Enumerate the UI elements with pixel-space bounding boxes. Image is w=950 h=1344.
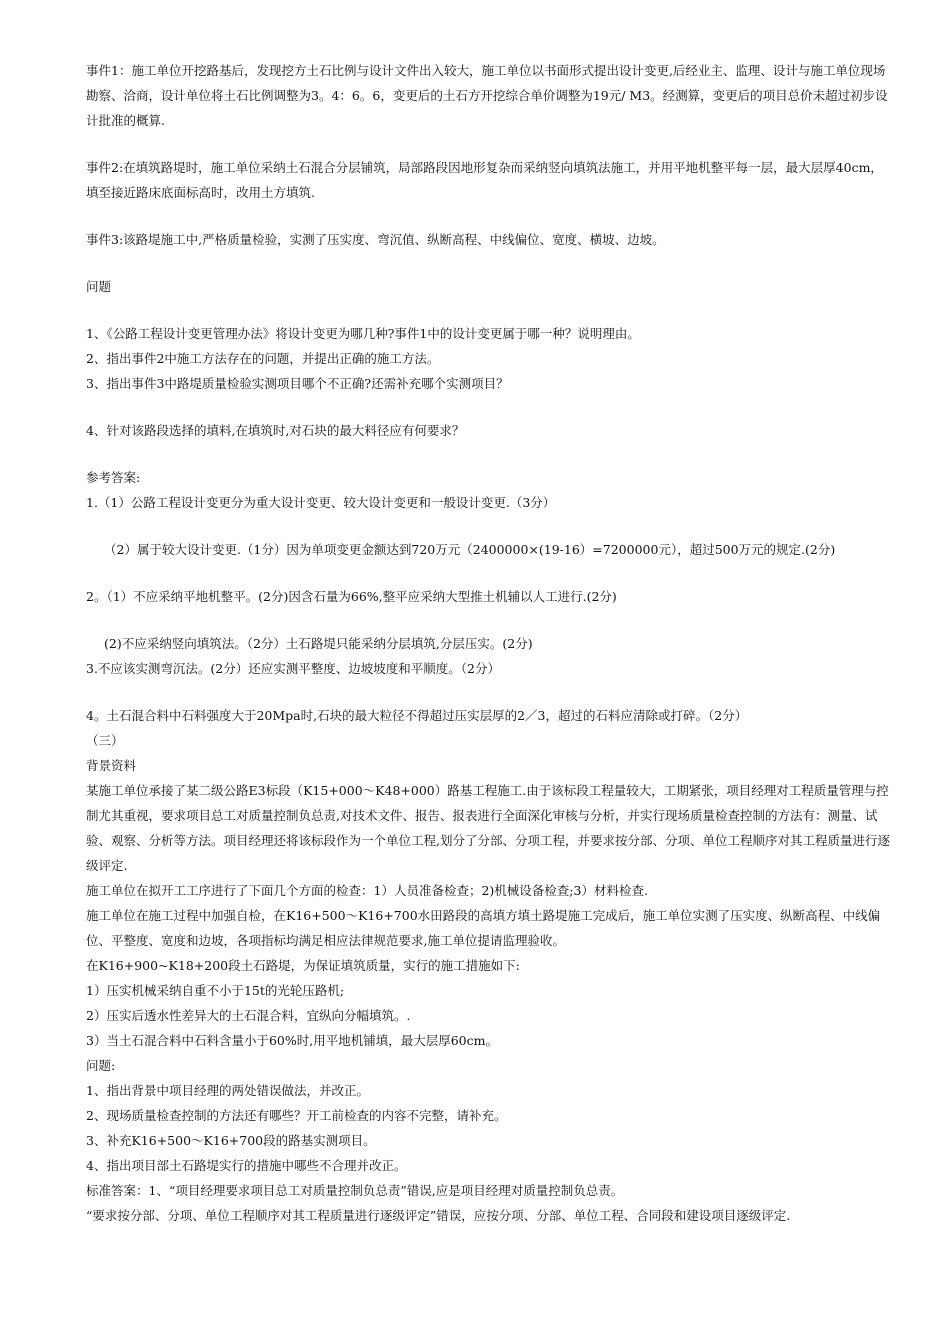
question-1: 1、《公路工程设计变更管理办法》将设计变更为哪几种?事件1中的设计变更属于哪一种？说明理由。 <box>86 326 640 341</box>
question-2: 2、指出事件2中施工方法存在的问题，并提出正确的施工方法。 <box>86 351 440 366</box>
document-page <box>86 58 894 1228</box>
background-paragraph-2: 施工单位在拟开工工序进行了下面几个方面的检查：1）人员准备检查；2)机械设备检查;3）材料检查. <box>86 883 648 898</box>
measure-3: 3）当土石混合料中石料含量小于60%时,用平地机铺填，最大层厚60cm。 <box>86 1033 498 1048</box>
event-2-paragraph: 事件2:在填筑路堤时，施工单位采纳土石混合分层铺筑，局部路段因地形复杂而采纳竖向填筑法施工，并用平地机整平每一层，最大层厚40cm，填至接近路床底面标高时，改用土方填筑. <box>86 160 883 200</box>
answer-3: 3.不应该实测弯沉法。(2分）还应实测平整度、边坡坡度和平顺度。（2分） <box>86 661 500 676</box>
question-2-2: 2、现场质量检查控制的方法还有哪些？开工前检查的内容不完整，请补充。 <box>86 1108 507 1123</box>
answer-2-part-1: 2。（1）不应采纳平地机整平。(2分)因含石量为66%,整平应采纳大型推土机辅以人工进行.(2分) <box>86 589 617 604</box>
question-4: 4、针对该路段选择的填料,在填筑时,对石块的最大料径应有何要求？ <box>86 423 465 438</box>
standard-answer-2: “要求按分部、分项、单位工程顺序对其工程质量进行逐级评定”错误，应按分项、分部、单位工程、合同段和建设项目逐级评定. <box>86 1208 791 1223</box>
answer-heading: 参考答案: <box>86 470 141 485</box>
question-2-1: 1、指出背景中项目经理的两处错误做法，并改正。 <box>86 1083 369 1098</box>
answer-1-part-1: 1.（1）公路工程设计变更分为重大设计变更、较大设计变更和一般设计变更.（3分） <box>86 495 556 510</box>
answer-1-part-2: （2）属于较大设计变更.（1分）因为单项变更金额达到720万元（2400000×(19-16）=7200000元），超过500万元的规定.(2分) <box>104 542 836 557</box>
background-heading: 背景资料 <box>86 758 137 773</box>
background-paragraph-3: 施工单位在施工过程中加强自检，在K16+500～K16+700水田路段的高填方填土路堤施工完成后，施工单位实测了压实度、纵断高程、中线偏位、平整度、宽度和边坡，各项指标均满足相应法律规范要求,施工单位提请监理验收。 <box>86 908 881 948</box>
question-2-3: 3、补充K16+500～K16+700段的路基实测项目。 <box>86 1133 376 1148</box>
questions-2-heading: 问题: <box>86 1058 116 1073</box>
event-1-paragraph: 事件1：施工单位开挖路基后，发现挖方土石比例与设计文件出入较大，施工单位以书面形式提出设计变更,后经业主、监理、设计与施工单位现场勘察、洽商，设计单位将土石比例调整为3。4：6。6，变更后的土石方开挖综合单价调整为19元/ M3。经测算，变更后的项目总价未超过初步设计批准的概算. <box>86 63 888 128</box>
event-3-paragraph: 事件3:该路堤施工中,严格质量检验，实测了压实度、弯沉值、纵断高程、中线偏位、宽度、横坡、边坡。 <box>86 232 665 247</box>
questions-heading: 问题 <box>86 279 112 294</box>
background-paragraph-1: 某施工单位承接了某二级公路E3标段（K15+000～K48+000）路基工程施工.由于该标段工程量较大，工期紧张，项目经理对工程质量管理与控制尤其重视，要求项目总工对质量控制负总责,对技术文件、报告、报表进行全面深化审核与分析，并实行现场质量检查控制的方法有：测量、试验、观察、分析等方法。项目经理还将该标段作为一个单位工程,划分了分部、分项工程，并要求按分部、分项、单位工程顺序对其工程质量进行逐级评定. <box>86 783 890 873</box>
standard-answer-1: 标准答案：1、“项目经理要求项目总工对质量控制负总责”错误,应是项目经理对质量控制负总责。 <box>86 1183 624 1198</box>
answer-4: 4。土石混合料中石料强度大于20Mpa时,石块的最大粒径不得超过压实层厚的2／3，超过的石料应清除或打碎。（2分） <box>86 708 748 723</box>
measure-1: 1）压实机械采纳自重不小于15t的光轮压路机; <box>86 983 345 998</box>
background-paragraph-4: 在K16+900~K18+200段土石路堤，为保证填筑质量，实行的施工措施如下: <box>86 958 520 973</box>
answer-2-part-2: (2)不应采纳竖向填筑法。（2分）土石路堤只能采纳分层填筑,分层压实。(2分) <box>104 636 533 651</box>
measure-2: 2）压实后透水性差异大的土石混合料，宜纵向分幅填筑。. <box>86 1008 411 1023</box>
question-3: 3、指出事件3中路堤质量检验实测项目哪个不正确?还需补充哪个实测项目？ <box>86 376 509 391</box>
section-3-marker: （三） <box>86 733 124 748</box>
question-2-4: 4、指出项目部土石路堤实行的措施中哪些不合理并改正。 <box>86 1158 407 1173</box>
